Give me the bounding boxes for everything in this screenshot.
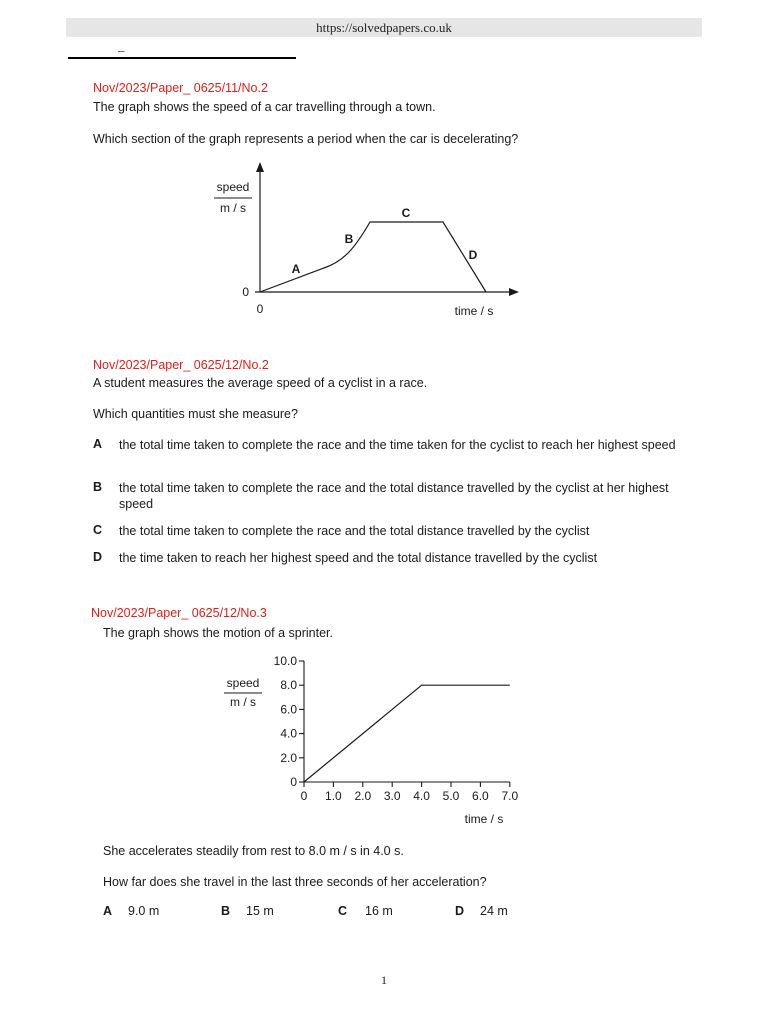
q2-statement: A student measures the average speed of a cyclist in a race. (93, 376, 428, 390)
q3-ylabel-bottom: m / s (230, 695, 256, 709)
q1-section-label-b: B (344, 232, 354, 246)
q3-reference: Nov/2023/Paper_ 0625/12/No.3 (91, 606, 267, 620)
q2-option-a-letter: A (93, 437, 103, 451)
q3-answer-b-letter: B (221, 904, 231, 918)
q3-given-info: She accelerates steadily from rest to 8.0 m / s in 4.0 s. (103, 844, 404, 858)
q1-question: Which section of the graph represents a period when the car is decelerating? (93, 132, 519, 146)
q3-x-tick-label: 0 (300, 789, 308, 803)
q2-option-c-letter: C (93, 523, 103, 537)
q3-xlabel: time / s (464, 812, 504, 826)
q3-y-tick-label: 4.0 (280, 726, 297, 741)
site-url-header: https://solvedpapers.co.uk (66, 18, 702, 37)
page-number: 1 (381, 973, 387, 987)
q1-statement: The graph shows the speed of a car travelling through a town. (93, 100, 436, 114)
q3-y-tick-label: 2.0 (280, 750, 297, 765)
q3-y-tick-label: 0 (290, 775, 297, 789)
q1-x-zero: 0 (256, 302, 264, 316)
q3-x-tick-label: 6.0 (472, 789, 489, 803)
q3-ylabel-top: speed (226, 676, 260, 690)
q3-y-tick-label: 6.0 (280, 702, 297, 717)
q1-section-label-a: A (291, 262, 301, 276)
q3-answer-b-value: 15 m (246, 904, 274, 918)
q3-statement: The graph shows the motion of a sprinter. (103, 626, 333, 640)
q1-speed-curve (260, 222, 486, 292)
q3-x-tick-label: 2.0 (354, 789, 372, 803)
q3-answer-d-value: 24 m (480, 904, 508, 918)
q3-x-tick-label: 4.0 (413, 789, 430, 803)
car-speed-graph (0, 0, 768, 360)
q2-reference: Nov/2023/Paper_ 0625/12/No.2 (93, 358, 269, 372)
q3-y-tick-label: 10.0 (273, 654, 297, 668)
q3-answer-a-value: 9.0 m (128, 904, 160, 918)
q1-section-label-d: D (468, 248, 478, 262)
q1-reference: Nov/2023/Paper_ 0625/11/No.2 (93, 81, 268, 95)
q3-answer-c-letter: C (338, 904, 348, 918)
q2-option-a-text: the total time taken to complete the race and the time taken for the cyclist to reach her highest speed (119, 438, 676, 452)
q2-option-c-text: the total time taken to complete the race and the total distance travelled by the cyclist (119, 524, 590, 538)
q2-option-b-letter: B (93, 480, 103, 494)
q1-section-label-c: C (401, 206, 411, 220)
q3-x-tick-label: 5.0 (442, 789, 460, 803)
q3-y-tick-label: 8.0 (280, 678, 297, 693)
q3-question: How far does she travel in the last three seconds of her acceleration? (103, 875, 487, 889)
q1-y-zero: 0 (242, 285, 249, 299)
q3-answer-a-letter: A (103, 904, 113, 918)
q2-option-d-letter: D (93, 550, 103, 564)
q3-answer-c-value: 16 m (365, 904, 393, 918)
q3-speed-line (304, 685, 510, 782)
q2-option-b-text: the total time taken to complete the race and the total distance travelled by the cyclist at her highest speed (119, 481, 669, 511)
q2-option-d-text: the time taken to reach her highest speed and the total distance travelled by the cyclist (119, 551, 598, 565)
q3-answer-d-letter: D (455, 904, 465, 918)
q1-y-axis-arrow (256, 162, 264, 172)
sprinter-speed-graph (0, 640, 768, 840)
q3-x-tick-label: 1.0 (325, 789, 342, 803)
q1-ylabel-bottom: m / s (220, 201, 246, 215)
q3-x-tick-label: 3.0 (383, 789, 401, 803)
q1-ylabel-top: speed (216, 180, 250, 194)
q2-question: Which quantities must she measure? (93, 407, 298, 421)
q3-x-tick-label: 7.0 (501, 789, 519, 803)
header-dash: _ (118, 38, 125, 53)
q1-x-axis-arrow (509, 288, 519, 296)
q1-xlabel: time / s (454, 304, 494, 318)
